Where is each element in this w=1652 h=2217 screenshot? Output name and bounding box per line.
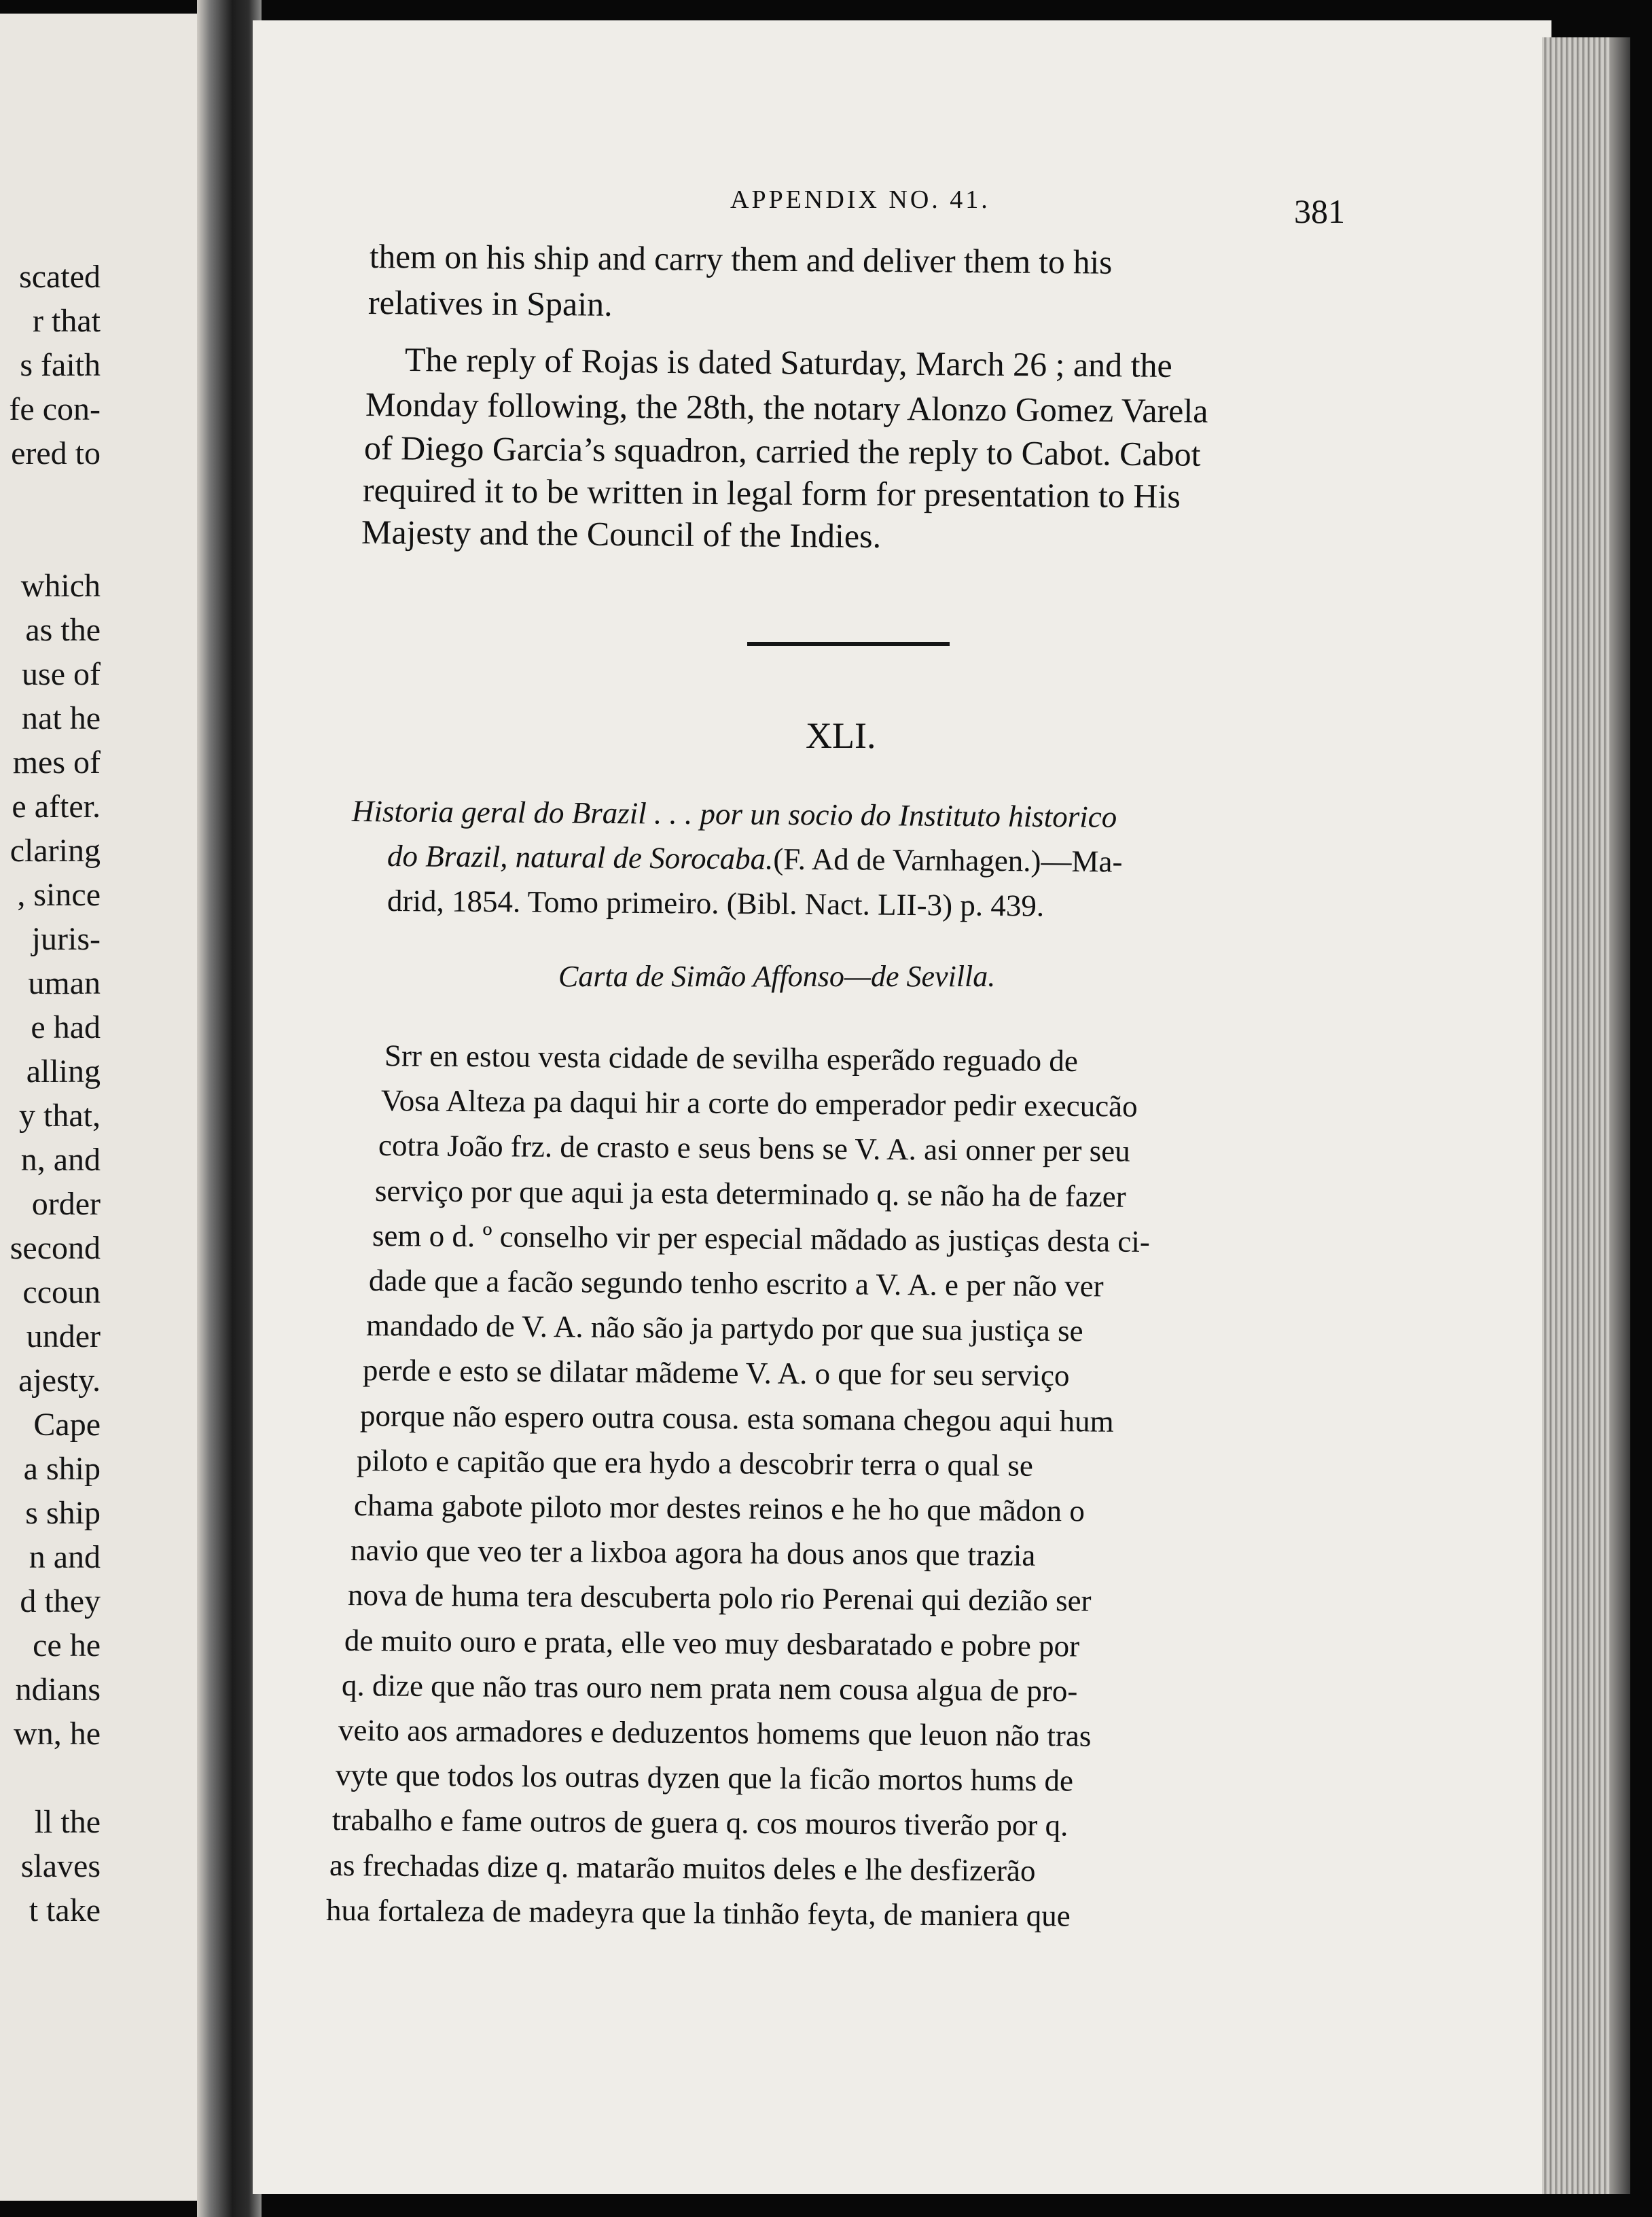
section-number: XLI. <box>806 715 876 756</box>
facing-page-fragment: uman <box>28 965 101 1001</box>
facing-page-fragment: fe con- <box>9 391 101 427</box>
facing-page-fragment: under <box>26 1318 101 1354</box>
document-line: perde e esto se dilatar mãdeme V. A. o que for seu serviço <box>362 1353 1070 1393</box>
facing-page-fragment: alling <box>26 1053 101 1089</box>
citation-line-2 <box>387 838 1123 880</box>
facing-page-fragment: ccoun <box>22 1274 101 1310</box>
page-edges <box>1542 37 1630 2194</box>
document-line: Vosa Alteza pa daqui hir a corte do emperador pedir execucão <box>380 1083 1138 1123</box>
facing-page-fragment: e had <box>31 1009 101 1045</box>
document-line: piloto e capitão que era hydo a descobrir terra o qual se <box>356 1443 1034 1483</box>
document-line: sem o d. º conselho vir per especial mãdado as justiças desta ci- <box>372 1219 1151 1259</box>
paragraph-line: The reply of Rojas is dated Saturday, March 26 ; and the <box>404 340 1172 384</box>
paragraph-line: Majesty and the Council of the Indies. <box>361 513 882 556</box>
paragraph-line: required it to be written in legal form for presentation to His <box>362 471 1181 516</box>
document-line: cotra João frz. de crasto e seus bens se V. A. asi onner per seu <box>378 1128 1130 1168</box>
facing-page-fragment: y that, <box>19 1098 101 1134</box>
facing-page-fragment: as the <box>25 612 101 648</box>
document-line: dade que a facão segundo tenho escrito a V. A. e per não ver <box>368 1263 1104 1303</box>
facing-page-fragment: t take <box>29 1892 101 1928</box>
paragraph-line: them on his ship and carry them and deliver them to his <box>369 237 1113 281</box>
facing-page-fragment: Cape <box>33 1407 101 1443</box>
facing-page-fragment: n, and <box>20 1142 101 1178</box>
facing-page-fragment: which <box>20 568 101 604</box>
document-line: serviço por que aqui ja esta determinado q. se não ha de fazer <box>374 1174 1126 1214</box>
citation-author: (F. Ad de Varnhagen.)—Ma- <box>773 842 1123 879</box>
document-line: Srr en estou vesta cidade de sevilha esperãdo reguado de <box>384 1039 1079 1079</box>
facing-page-fragment: use of <box>22 656 101 692</box>
facing-page-left <box>0 14 204 2201</box>
document-title: Carta de Simão Affonso—de Sevilla. <box>558 960 996 993</box>
document-line: chama gabote piloto mor destes reinos e he ho que mãdon o <box>353 1488 1085 1528</box>
facing-page-fragment: order <box>31 1186 101 1222</box>
paragraph-line: Monday following, the 28th, the notary Alonzo Gomez Varela <box>365 385 1208 430</box>
facing-page-fragment: n and <box>29 1539 101 1575</box>
facing-page-fragment: ndians <box>15 1672 101 1708</box>
document-line: navio que veo ter a lixboa agora ha dous anos que trazia <box>350 1533 1036 1572</box>
citation-line-3: drid, 1854. Tomo primeiro. (Bibl. Nact. LII-3) p. 439. <box>387 884 1045 923</box>
document-line: as frechadas dize q. matarão muitos deles e lhe desfizerão <box>329 1848 1036 1888</box>
book-gutter-shadow <box>197 0 262 2217</box>
facing-page-fragment: ce he <box>33 1627 101 1663</box>
facing-page-fragment: ered to <box>11 435 101 471</box>
facing-page-fragment: mes of <box>12 744 101 780</box>
facing-page-fragment: s ship <box>25 1495 101 1531</box>
paragraph-line: relatives in Spain. <box>367 283 613 323</box>
facing-page-fragment: ajesty. <box>18 1363 101 1399</box>
facing-page-fragment: s faith <box>20 347 101 383</box>
document-line: mandado de V. A. não são ja partydo por que sua justiça se <box>365 1308 1083 1348</box>
facing-page-fragment: scated <box>19 259 101 295</box>
document-line: hua fortaleza de madeyra que la tinhão feyta, de maniera que <box>325 1893 1071 1933</box>
facing-page-fragment: claring <box>10 833 101 869</box>
facing-page-fragment: nat he <box>22 700 101 736</box>
document-line: trabalho e fame outros de guera q. cos mouros tiverão por q. <box>331 1803 1069 1843</box>
document-line: veito aos armadores e deduzentos homems que leuon não tras <box>338 1713 1092 1753</box>
facing-page-fragment: d they <box>20 1583 101 1619</box>
page-number: 381 <box>1294 192 1345 230</box>
facing-page-fragment: second <box>10 1230 101 1266</box>
facing-page-fragment: slaves <box>20 1848 101 1884</box>
citation-source-title: do Brazil, natural de Sorocaba. <box>387 839 774 876</box>
document-line: vyte que todos los outras dyzen que la ficão mortos hums de <box>335 1758 1074 1798</box>
section-divider-rule <box>747 642 950 646</box>
document-line: nova de huma tera descuberta polo rio Perenai qui dezião ser <box>347 1578 1092 1618</box>
document-line: porque não espero outra cousa. esta somana chegou aqui hum <box>359 1399 1114 1439</box>
facing-page-fragment: juris- <box>31 921 101 957</box>
citation-line-1: Historia geral do Brazil . . . por un socio do Instituto historico <box>351 794 1117 834</box>
facing-page-fragment: , since <box>17 877 101 913</box>
document-line: de muito ouro e prata, elle veo muy desbaratado e pobre por <box>344 1623 1080 1663</box>
running-head: APPENDIX NO. 41. <box>730 185 990 214</box>
facing-page-fragment: r that <box>33 303 101 339</box>
facing-page-fragment: wn, he <box>14 1716 101 1752</box>
facing-page-fragment: ll the <box>34 1804 101 1840</box>
document-line: q. dize que não tras ouro nem prata nem cousa algua de pro- <box>341 1668 1078 1708</box>
paragraph-line: of Diego Garcia’s squadron, carried the reply to Cabot. Cabot <box>363 429 1201 473</box>
facing-page-fragment: a ship <box>23 1451 101 1487</box>
facing-page-fragment: e after. <box>12 789 101 825</box>
